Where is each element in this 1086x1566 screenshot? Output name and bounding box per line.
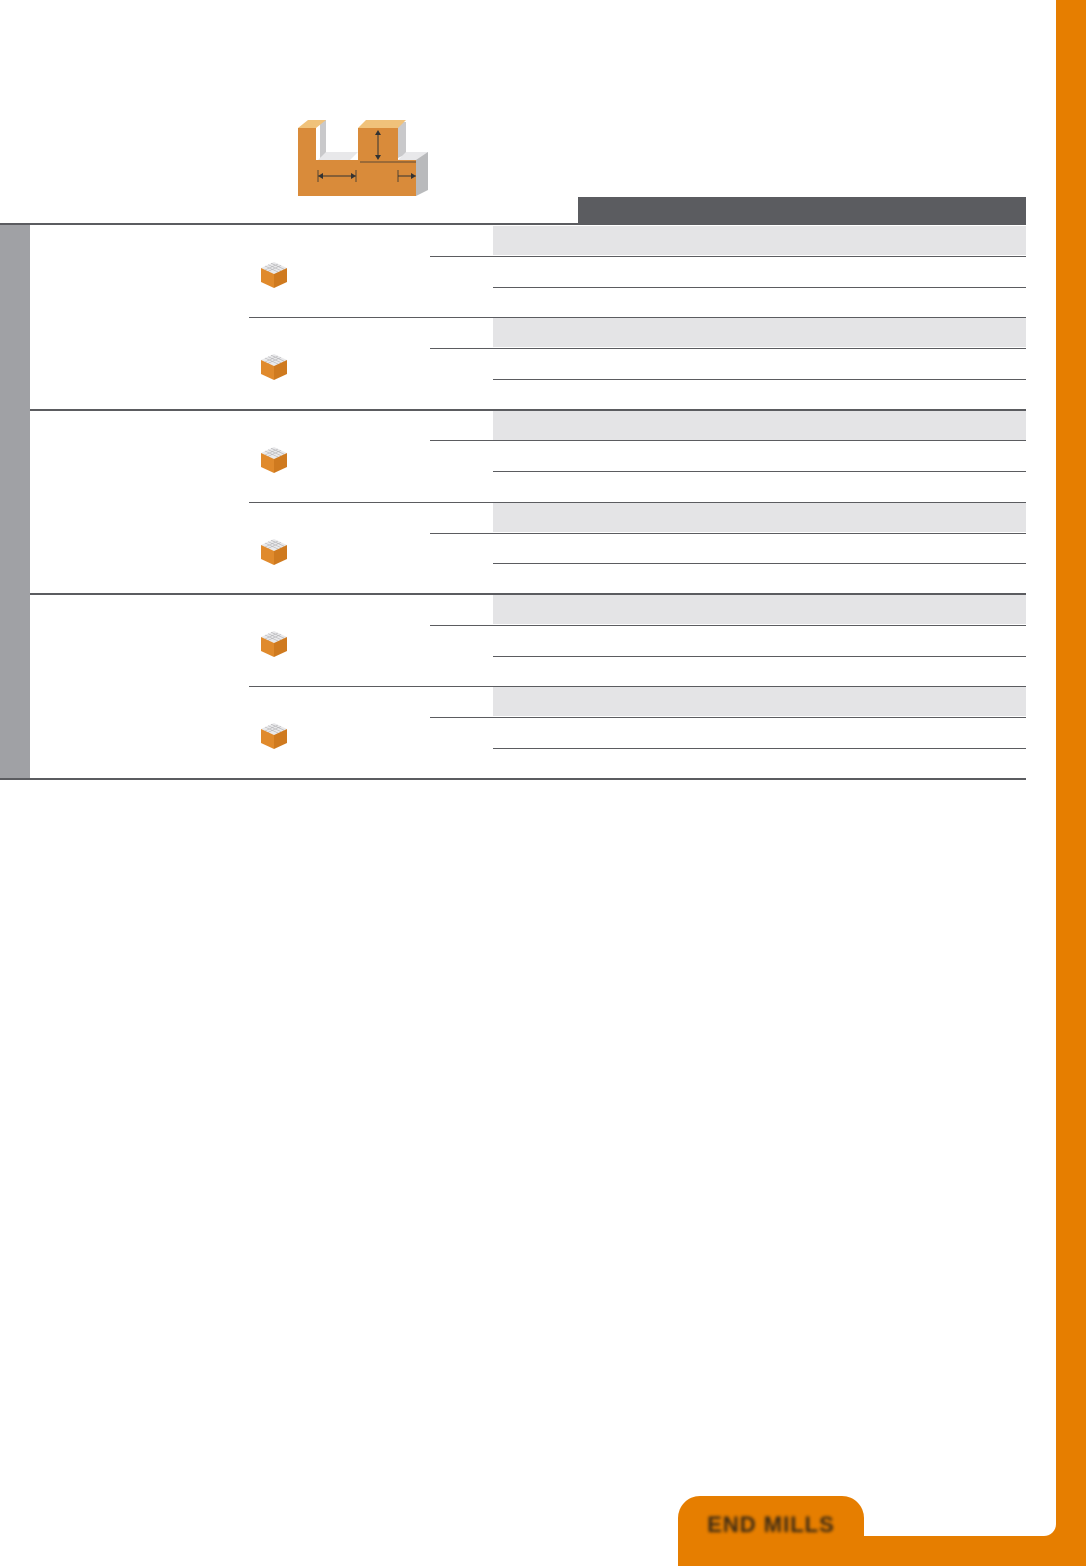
material-block-icon <box>259 721 289 751</box>
table-row-rule <box>493 379 1026 380</box>
material-block-icon <box>259 352 289 382</box>
table-row-rule <box>493 471 1026 472</box>
frame-corner <box>1044 1524 1056 1536</box>
subgroup-rule <box>249 502 1026 503</box>
page-bottom-band <box>864 1536 1086 1566</box>
subgroup-rule <box>249 317 1026 318</box>
table-row-rule <box>493 287 1026 288</box>
table-row-rule <box>430 533 1026 534</box>
table-row-shaded <box>493 226 1026 255</box>
table-row-rule <box>430 440 1026 441</box>
table-row-rule <box>430 717 1026 718</box>
table-row-shaded <box>493 687 1026 716</box>
table-row-rule <box>493 563 1026 564</box>
table-row-shaded <box>493 318 1026 347</box>
table-row-rule <box>493 656 1026 657</box>
table-row-shaded <box>493 503 1026 532</box>
table-row-rule <box>430 348 1026 349</box>
subgroup-rule <box>249 686 1026 687</box>
table-row-rule <box>493 748 1026 749</box>
material-block-icon <box>259 629 289 659</box>
section-tab-label: END MILLS <box>707 1512 835 1537</box>
section-tab <box>678 1496 864 1566</box>
table-row-rule <box>430 625 1026 626</box>
page-edge-band <box>1056 0 1086 1566</box>
table-row-shaded <box>493 595 1026 624</box>
table-top-rule <box>0 223 1026 225</box>
material-block-icon <box>259 537 289 567</box>
table-header-bar <box>578 197 1026 224</box>
table-row-shaded <box>493 411 1026 440</box>
table-row-rule <box>430 256 1026 257</box>
material-block-icon <box>259 445 289 475</box>
table-side-bar <box>0 225 30 778</box>
table-bottom-rule <box>0 778 1026 780</box>
slot-dimension-diagram-icon <box>298 118 428 198</box>
material-block-icon <box>259 260 289 290</box>
